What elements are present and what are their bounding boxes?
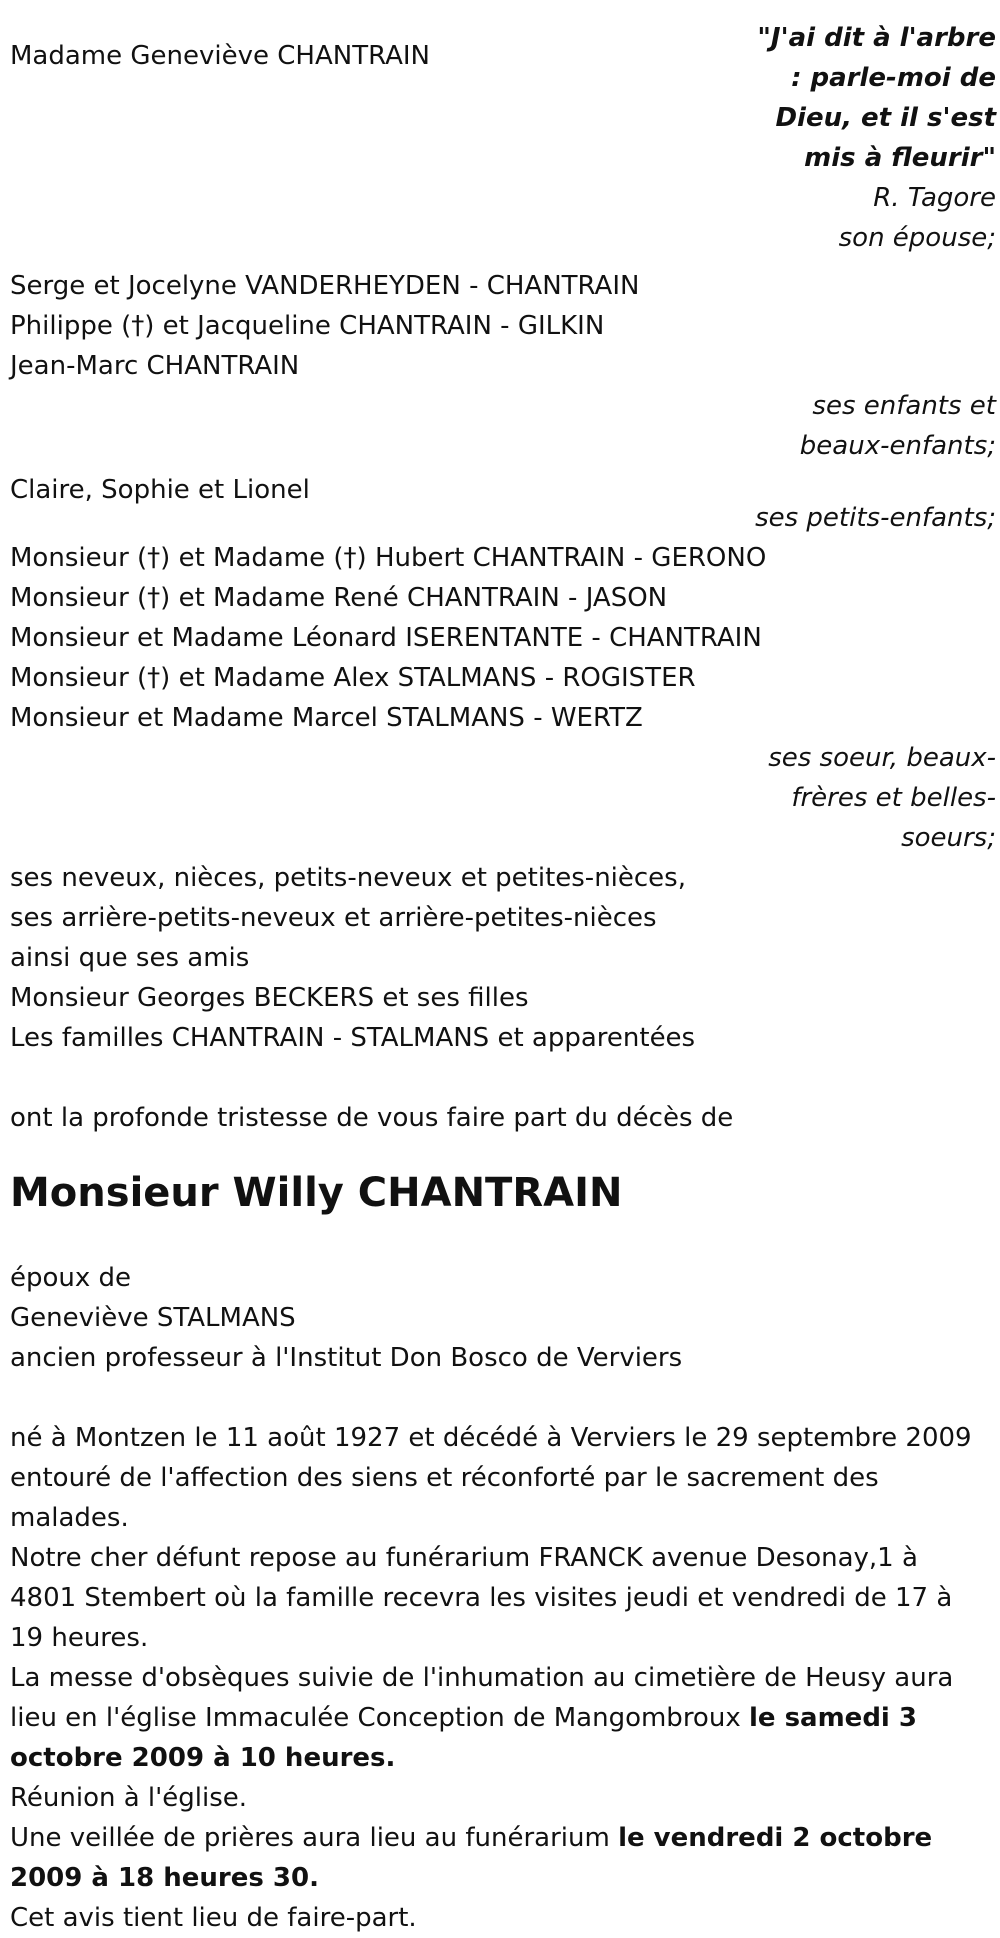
- announcement: ont la profonde tristesse de vous faire part du décès de: [10, 1103, 734, 1133]
- list-item: ses arrière-petits-neveux et arrière-petites-nièces: [10, 903, 657, 933]
- birth-death-text: né à Montzen le 11 août 1927 et décédé à Verviers le 29 septembre 2009 entouré de l'affection des siens et réconforté par le sacrement des malades.: [10, 1423, 972, 1533]
- deceased-info: [10, 1258, 996, 1378]
- quote-block: [751, 18, 996, 258]
- meeting-text: Réunion à l'église.: [10, 1783, 248, 1813]
- quote-author: R. Tagore: [873, 183, 996, 213]
- list-item: ses neveux, nièces, petits-neveux et petites-nièces,: [10, 863, 686, 893]
- deceased-name: Monsieur Willy CHANTRAIN: [10, 1170, 623, 1216]
- children-role: ses enfants et beaux-enfants;: [799, 391, 996, 461]
- info-line: époux de: [10, 1263, 132, 1293]
- vigil-paragraph: [10, 1818, 985, 1898]
- info-line: ancien professeur à l'Institut Don Bosco de Verviers: [10, 1343, 683, 1373]
- closing-text: Cet avis tient lieu de faire-part.: [10, 1903, 417, 1933]
- mass-date: le samedi 3 octobre 2009 à 10 heures.: [10, 1703, 917, 1773]
- details: [10, 1418, 985, 1938]
- spouse-role: son épouse;: [838, 223, 996, 253]
- list-item: Monsieur (†) et Madame Alex STALMANS - ROGISTER: [10, 663, 696, 693]
- list-item: Monsieur et Madame Marcel STALMANS - WERTZ: [10, 703, 643, 733]
- siblings-list: [10, 538, 996, 738]
- others-list: [10, 858, 996, 1058]
- children-list: [10, 266, 996, 386]
- siblings-role: ses soeur, beaux-frères et belles-soeurs;: [768, 743, 996, 853]
- mass-intro: La messe d'obsèques suivie de l'inhumation au cimetière de Heusy aura lieu en l'église Immaculée Conception de Mangombroux: [10, 1663, 954, 1733]
- list-item: Monsieur et Madame Léonard ISERENTANTE - CHANTRAIN: [10, 623, 762, 653]
- list-item: Philippe (†) et Jacqueline CHANTRAIN - GILKIN: [10, 311, 605, 341]
- list-item: Claire, Sophie et Lionel: [10, 475, 310, 505]
- spouse-section: [10, 18, 996, 258]
- vigil-intro: Une veillée de prières aura lieu au funérarium: [10, 1823, 619, 1853]
- list-item: Monsieur (†) et Madame (†) Hubert CHANTRAIN - GERONO: [10, 543, 767, 573]
- repose-text: Notre cher défunt repose au funérarium FRANCK avenue Desonay,1 à 4801 Stembert où la famille recevra les visites jeudi et vendredi de 17 à 19 heures.: [10, 1543, 953, 1653]
- list-item: Les familles CHANTRAIN - STALMANS et apparentées: [10, 1023, 696, 1053]
- list-item: Serge et Jocelyne VANDERHEYDEN - CHANTRAIN: [10, 271, 640, 301]
- list-item: Monsieur (†) et Madame René CHANTRAIN - JASON: [10, 583, 668, 613]
- spouse-name: Madame Geneviève CHANTRAIN: [10, 41, 430, 71]
- grandchildren-role: ses petits-enfants;: [755, 503, 996, 533]
- list-item: ainsi que ses amis: [10, 943, 250, 973]
- obituary-notice: [10, 0, 996, 1938]
- info-line: Geneviève STALMANS: [10, 1303, 296, 1333]
- quote-text: "J'ai dit à l'arbre : parle-moi de Dieu, et il s'est mis à fleurir": [757, 23, 996, 173]
- list-item: Monsieur Georges BECKERS et ses filles: [10, 983, 529, 1013]
- list-item: Jean-Marc CHANTRAIN: [10, 351, 300, 381]
- vigil-date: le vendredi 2 octobre 2009 à 18 heures 30.: [10, 1823, 933, 1893]
- mass-paragraph: [10, 1658, 985, 1778]
